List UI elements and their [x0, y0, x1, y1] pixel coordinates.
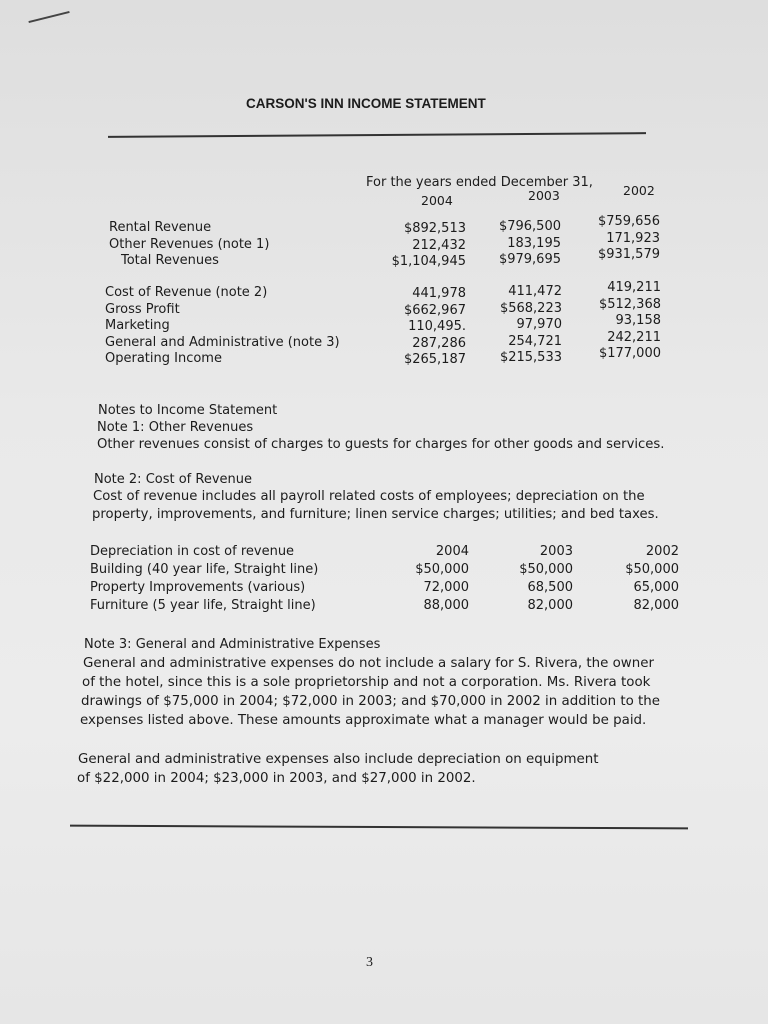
year-2003-header: 2003: [528, 188, 560, 203]
marketing-2003: 97,970: [516, 317, 562, 332]
other-revenues-2003: 183,195: [507, 235, 561, 251]
revenue-labels: [109, 220, 269, 270]
depr-label-furniture: Furniture (5 year life, Straight line): [90, 598, 316, 613]
rental-revenue-2004: $892,513: [403, 221, 466, 236]
year-2004-header: 2004: [421, 193, 453, 208]
depreciation-2003-values: [519, 543, 573, 615]
depr-furniture-2004: 88,000: [423, 598, 469, 613]
total-revenues-2003: $979,695: [498, 252, 561, 267]
general-admin-2003: 254,721: [508, 333, 562, 349]
depreciation-2002-values: [625, 543, 679, 615]
notes-heading: Notes to Income Statement: [98, 403, 278, 418]
note3b-line-2: of $22,000 in 2004; $23,000 in 2003, and $27,000 in 2002.: [77, 771, 476, 786]
depreciation-2004-values: [415, 543, 469, 615]
note2-line-2: property, improvements, and furniture; linen service charges; utilities; and bed taxes.: [92, 507, 659, 522]
note3-line-4: expenses listed above. These amounts approximate what a manager would be paid.: [80, 713, 647, 728]
rental-revenue-2002: $759,656: [597, 214, 660, 229]
other-revenues-2004: 212,432: [412, 237, 466, 253]
note1-title: Note 1: Other Revenues: [97, 420, 254, 435]
depr-2002-header: 2002: [645, 544, 679, 559]
row-label-total-revenues: Total Revenues: [121, 253, 219, 268]
year-2002-header: 2002: [623, 183, 655, 198]
page-number: 3: [366, 955, 373, 970]
depr-building-2004: $50,000: [415, 562, 469, 577]
depr-furniture-2003: 82,000: [527, 598, 573, 613]
period-heading: For the years ended December 31,: [366, 175, 593, 190]
operating-income-2004: $265,187: [403, 352, 466, 367]
gross-profit-2002: $512,368: [598, 296, 661, 312]
operating-income-2002: $177,000: [598, 346, 661, 361]
cost-of-revenue-2004: 441,978: [412, 286, 466, 301]
expense-2002-values: [599, 280, 661, 363]
row-label-gross-profit: Gross Profit: [105, 301, 180, 317]
depr-improvements-2003: 68,500: [527, 580, 573, 595]
row-label-operating-income: Operating Income: [105, 351, 222, 366]
row-label-marketing: Marketing: [105, 318, 170, 333]
gross-profit-2003: $568,223: [499, 300, 562, 316]
note2-title: Note 2: Cost of Revenue: [94, 472, 252, 487]
note1-text: Other revenues consist of charges to guests for charges for other goods and services.: [97, 437, 665, 452]
note3-line-3: drawings of $75,000 in 2004; $72,000 in 2003; and $70,000 in 2002 in addition to the: [81, 694, 660, 709]
general-admin-2002: 242,211: [607, 329, 661, 345]
cost-of-revenue-2002: 419,211: [607, 280, 661, 295]
statement-title: CARSON'S INN INCOME STATEMENT: [246, 96, 486, 111]
revenue-2004-values: [392, 221, 466, 271]
depr-label-improvements: Property Improvements (various): [90, 580, 306, 595]
note3-line-1: General and administrative expenses do not include a salary for S. Rivera, the owner: [83, 656, 654, 671]
other-revenues-2002: 171,923: [606, 230, 660, 246]
total-revenues-2002: $931,579: [597, 247, 660, 262]
row-label-general-admin: General and Administrative (note 3): [105, 334, 340, 350]
row-label-rental-revenue: Rental Revenue: [109, 220, 212, 235]
depreciation-header-label: Depreciation in cost of revenue: [90, 544, 295, 559]
expense-labels: [105, 285, 340, 368]
cost-of-revenue-2003: 411,472: [508, 284, 562, 299]
depr-improvements-2004: 72,000: [423, 580, 469, 595]
marketing-2002: 93,158: [615, 313, 661, 328]
revenue-2002-values: [598, 214, 660, 264]
note3-title: Note 3: General and Administrative Expenses: [84, 637, 381, 652]
expense-2004-values: [404, 286, 466, 369]
revenue-2003-values: [499, 219, 561, 269]
note2-line-1: Cost of revenue includes all payroll related costs of employees; depreciation on the: [93, 489, 645, 504]
gross-profit-2004: $662,967: [403, 302, 466, 318]
expense-2003-values: [500, 284, 562, 367]
depr-label-building: Building (40 year life, Straight line): [90, 562, 319, 577]
title-underline: [108, 132, 646, 137]
marketing-2004: 110,495.: [408, 319, 466, 334]
operating-income-2003: $215,533: [499, 350, 562, 365]
bottom-rule: [70, 825, 688, 829]
rental-revenue-2003: $796,500: [498, 219, 561, 234]
note3b-line-1: General and administrative expenses also include depreciation on equipment: [78, 752, 599, 767]
note3-line-2: of the hotel, since this is a sole proprietorship and not a corporation. Ms. Rivera took: [82, 675, 651, 690]
depr-building-2002: $50,000: [625, 562, 679, 577]
row-label-cost-of-revenue: Cost of Revenue (note 2): [105, 285, 268, 300]
pen-mark: [28, 11, 69, 23]
depr-improvements-2002: 65,000: [633, 580, 679, 595]
general-admin-2004: 287,286: [412, 335, 466, 351]
depr-2004-header: 2004: [435, 544, 469, 559]
depr-2003-header: 2003: [539, 544, 573, 559]
depreciation-labels: [90, 543, 318, 615]
depr-furniture-2002: 82,000: [633, 598, 679, 613]
row-label-other-revenues: Other Revenues (note 1): [109, 236, 270, 252]
depr-building-2003: $50,000: [519, 562, 573, 577]
total-revenues-2004: $1,104,945: [391, 254, 466, 269]
